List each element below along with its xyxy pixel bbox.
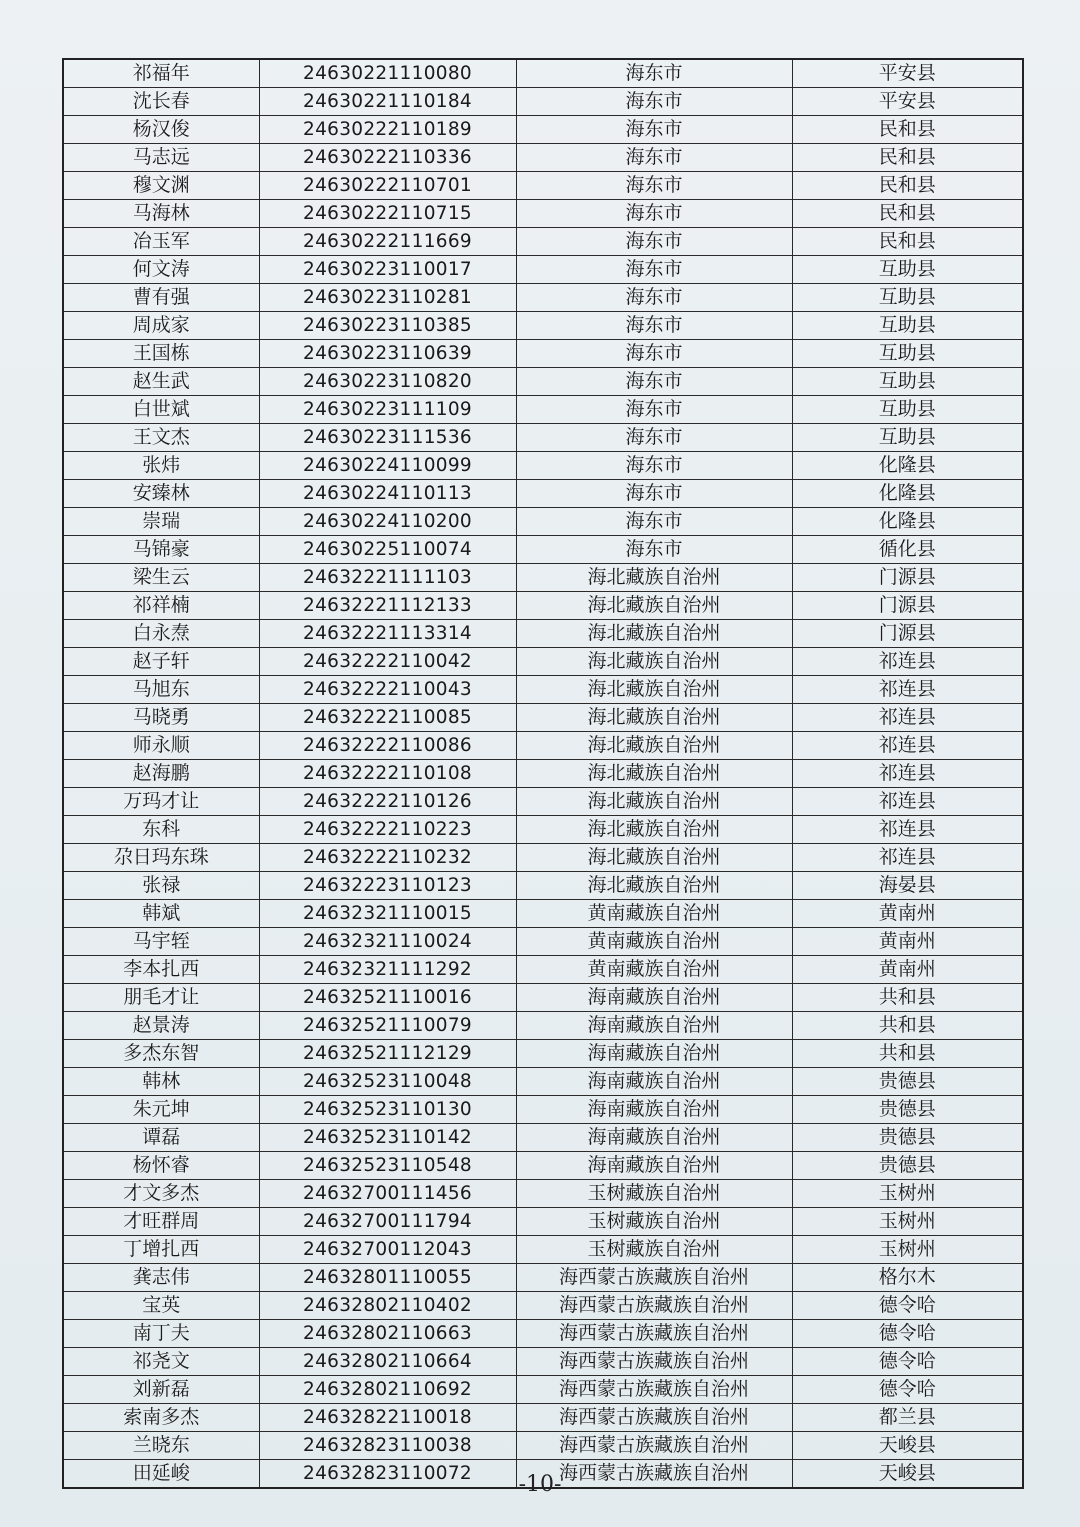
table-row (63, 396, 1023, 424)
table-row (63, 676, 1023, 704)
name-cell: 安臻林 (63, 480, 259, 508)
id-number-cell: 24630221110184 (259, 88, 516, 116)
name-cell: 曹有强 (63, 284, 259, 312)
name-cell: 穆文渊 (63, 172, 259, 200)
prefecture-cell: 海东市 (516, 368, 792, 396)
id-number-cell: 24632223110123 (259, 872, 516, 900)
county-cell: 祁连县 (792, 676, 1023, 704)
name-cell: 崇瑞 (63, 508, 259, 536)
prefecture-cell: 海西蒙古族藏族自治州 (516, 1376, 792, 1404)
id-number-cell: 24632321111292 (259, 956, 516, 984)
name-cell: 祁尧文 (63, 1348, 259, 1376)
name-cell: 索南多杰 (63, 1404, 259, 1432)
prefecture-cell: 海东市 (516, 200, 792, 228)
prefecture-cell: 海东市 (516, 312, 792, 340)
table-row (63, 424, 1023, 452)
county-cell: 互助县 (792, 256, 1023, 284)
table-row (63, 368, 1023, 396)
county-cell: 黄南州 (792, 928, 1023, 956)
name-cell: 冶玉军 (63, 228, 259, 256)
id-number-cell: 24630224110113 (259, 480, 516, 508)
table-row (63, 620, 1023, 648)
table-row (63, 1264, 1023, 1292)
table-row (63, 1152, 1023, 1180)
prefecture-cell: 海西蒙古族藏族自治州 (516, 1432, 792, 1460)
name-cell: 龚志伟 (63, 1264, 259, 1292)
county-cell: 祁连县 (792, 816, 1023, 844)
name-cell: 才旺群周 (63, 1208, 259, 1236)
name-cell: 马宇轾 (63, 928, 259, 956)
county-cell: 海晏县 (792, 872, 1023, 900)
table-row (63, 1292, 1023, 1320)
table-row (63, 816, 1023, 844)
county-cell: 化隆县 (792, 480, 1023, 508)
prefecture-cell: 海北藏族自治州 (516, 592, 792, 620)
id-number-cell: 24632700111456 (259, 1180, 516, 1208)
name-cell: 师永顺 (63, 732, 259, 760)
name-cell: 东科 (63, 816, 259, 844)
county-cell: 平安县 (792, 88, 1023, 116)
table-row (63, 536, 1023, 564)
county-cell: 玉树州 (792, 1180, 1023, 1208)
county-cell: 祁连县 (792, 788, 1023, 816)
county-cell: 互助县 (792, 424, 1023, 452)
prefecture-cell: 海北藏族自治州 (516, 564, 792, 592)
prefecture-cell: 海东市 (516, 452, 792, 480)
table-row (63, 1040, 1023, 1068)
table-row (63, 1348, 1023, 1376)
id-number-cell: 24632222110085 (259, 704, 516, 732)
name-cell: 何文涛 (63, 256, 259, 284)
county-cell: 祁连县 (792, 704, 1023, 732)
name-cell: 兰晓东 (63, 1432, 259, 1460)
id-number-cell: 24632521110016 (259, 984, 516, 1012)
county-cell: 循化县 (792, 536, 1023, 564)
county-cell: 门源县 (792, 620, 1023, 648)
prefecture-cell: 海东市 (516, 228, 792, 256)
table-row (63, 844, 1023, 872)
name-cell: 朱元坤 (63, 1096, 259, 1124)
id-number-cell: 24632221111103 (259, 564, 516, 592)
prefecture-cell: 海北藏族自治州 (516, 760, 792, 788)
table-row (63, 340, 1023, 368)
id-number-cell: 24632823110038 (259, 1432, 516, 1460)
id-number-cell: 24632222110232 (259, 844, 516, 872)
prefecture-cell: 海北藏族自治州 (516, 816, 792, 844)
name-cell: 王文杰 (63, 424, 259, 452)
name-cell: 刘新磊 (63, 1376, 259, 1404)
name-cell: 白世斌 (63, 396, 259, 424)
prefecture-cell: 海东市 (516, 256, 792, 284)
prefecture-cell: 海北藏族自治州 (516, 676, 792, 704)
id-number-cell: 24630224110099 (259, 452, 516, 480)
name-cell: 祁福年 (63, 59, 259, 88)
prefecture-cell: 海东市 (516, 536, 792, 564)
prefecture-cell: 海东市 (516, 284, 792, 312)
id-number-cell: 24632802110664 (259, 1348, 516, 1376)
id-number-cell: 24630223110281 (259, 284, 516, 312)
table-row (63, 1096, 1023, 1124)
prefecture-cell: 海东市 (516, 340, 792, 368)
name-cell: 赵海鹏 (63, 760, 259, 788)
table-row (63, 312, 1023, 340)
id-number-cell: 24632221112133 (259, 592, 516, 620)
id-number-cell: 24632802110663 (259, 1320, 516, 1348)
county-cell: 互助县 (792, 284, 1023, 312)
county-cell: 互助县 (792, 340, 1023, 368)
county-cell: 民和县 (792, 116, 1023, 144)
county-cell: 祁连县 (792, 844, 1023, 872)
table-row (63, 1404, 1023, 1432)
prefecture-cell: 玉树藏族自治州 (516, 1236, 792, 1264)
county-cell: 黄南州 (792, 956, 1023, 984)
table-row (63, 984, 1023, 1012)
name-cell: 马锦豪 (63, 536, 259, 564)
prefecture-cell: 海北藏族自治州 (516, 620, 792, 648)
id-number-cell: 24632523110048 (259, 1068, 516, 1096)
id-number-cell: 24632700112043 (259, 1236, 516, 1264)
id-number-cell: 24632222110086 (259, 732, 516, 760)
name-cell: 杨怀睿 (63, 1152, 259, 1180)
county-cell: 玉树州 (792, 1208, 1023, 1236)
county-cell: 平安县 (792, 59, 1023, 88)
table-row (63, 200, 1023, 228)
county-cell: 共和县 (792, 1040, 1023, 1068)
table-row (63, 648, 1023, 676)
id-number-cell: 24632222110043 (259, 676, 516, 704)
county-cell: 民和县 (792, 228, 1023, 256)
name-cell: 尕日玛东珠 (63, 844, 259, 872)
table-row (63, 116, 1023, 144)
table-row (63, 1068, 1023, 1096)
prefecture-cell: 海南藏族自治州 (516, 1124, 792, 1152)
prefecture-cell: 海东市 (516, 144, 792, 172)
prefecture-cell: 海北藏族自治州 (516, 844, 792, 872)
table-row (63, 592, 1023, 620)
id-number-cell: 24630225110074 (259, 536, 516, 564)
name-cell: 宝英 (63, 1292, 259, 1320)
id-number-cell: 24630223111109 (259, 396, 516, 424)
prefecture-cell: 海南藏族自治州 (516, 984, 792, 1012)
roster-table (62, 58, 1024, 1489)
county-cell: 玉树州 (792, 1236, 1023, 1264)
prefecture-cell: 海东市 (516, 508, 792, 536)
id-number-cell: 24632523110548 (259, 1152, 516, 1180)
prefecture-cell: 海北藏族自治州 (516, 648, 792, 676)
table-row (63, 928, 1023, 956)
prefecture-cell: 海西蒙古族藏族自治州 (516, 1460, 792, 1489)
id-number-cell: 24632222110126 (259, 788, 516, 816)
county-cell: 祁连县 (792, 732, 1023, 760)
county-cell: 化隆县 (792, 508, 1023, 536)
county-cell: 德令哈 (792, 1320, 1023, 1348)
county-cell: 贵德县 (792, 1096, 1023, 1124)
name-cell: 万玛才让 (63, 788, 259, 816)
prefecture-cell: 海南藏族自治州 (516, 1040, 792, 1068)
table-row (63, 564, 1023, 592)
county-cell: 祁连县 (792, 648, 1023, 676)
prefecture-cell: 海西蒙古族藏族自治州 (516, 1320, 792, 1348)
name-cell: 马晓勇 (63, 704, 259, 732)
name-cell: 才文多杰 (63, 1180, 259, 1208)
table-row (63, 59, 1023, 88)
id-number-cell: 24630222110189 (259, 116, 516, 144)
county-cell: 祁连县 (792, 760, 1023, 788)
id-number-cell: 24630223110017 (259, 256, 516, 284)
prefecture-cell: 玉树藏族自治州 (516, 1180, 792, 1208)
county-cell: 德令哈 (792, 1292, 1023, 1320)
prefecture-cell: 海东市 (516, 88, 792, 116)
id-number-cell: 24632222110223 (259, 816, 516, 844)
id-number-cell: 24630222111669 (259, 228, 516, 256)
id-number-cell: 24630223111536 (259, 424, 516, 452)
prefecture-cell: 海南藏族自治州 (516, 1096, 792, 1124)
id-number-cell: 24632222110108 (259, 760, 516, 788)
id-number-cell: 24632802110402 (259, 1292, 516, 1320)
county-cell: 互助县 (792, 312, 1023, 340)
name-cell: 谭磊 (63, 1124, 259, 1152)
prefecture-cell: 海东市 (516, 424, 792, 452)
name-cell: 赵景涛 (63, 1012, 259, 1040)
name-cell: 韩斌 (63, 900, 259, 928)
name-cell: 丁增扎西 (63, 1236, 259, 1264)
id-number-cell: 24630222110701 (259, 172, 516, 200)
name-cell: 赵子轩 (63, 648, 259, 676)
prefecture-cell: 黄南藏族自治州 (516, 900, 792, 928)
id-number-cell: 24632521110079 (259, 1012, 516, 1040)
county-cell: 化隆县 (792, 452, 1023, 480)
table-row (63, 256, 1023, 284)
id-number-cell: 24632700111794 (259, 1208, 516, 1236)
name-cell: 白永焘 (63, 620, 259, 648)
table-row (63, 172, 1023, 200)
table-row (63, 1124, 1023, 1152)
table-row (63, 872, 1023, 900)
county-cell: 德令哈 (792, 1348, 1023, 1376)
name-cell: 周成家 (63, 312, 259, 340)
name-cell: 马志远 (63, 144, 259, 172)
id-number-cell: 24632321110024 (259, 928, 516, 956)
name-cell: 张禄 (63, 872, 259, 900)
id-number-cell: 24630222110336 (259, 144, 516, 172)
table-row (63, 760, 1023, 788)
county-cell: 贵德县 (792, 1124, 1023, 1152)
table-row (63, 228, 1023, 256)
id-number-cell: 24632801110055 (259, 1264, 516, 1292)
prefecture-cell: 海东市 (516, 116, 792, 144)
table-row (63, 1432, 1023, 1460)
id-number-cell: 24630223110820 (259, 368, 516, 396)
prefecture-cell: 海南藏族自治州 (516, 1152, 792, 1180)
name-cell: 杨汉俊 (63, 116, 259, 144)
county-cell: 德令哈 (792, 1376, 1023, 1404)
table-row (63, 732, 1023, 760)
county-cell: 共和县 (792, 1012, 1023, 1040)
county-cell: 贵德县 (792, 1152, 1023, 1180)
id-number-cell: 24632321110015 (259, 900, 516, 928)
table-row (63, 1376, 1023, 1404)
prefecture-cell: 海北藏族自治州 (516, 704, 792, 732)
table-row (63, 88, 1023, 116)
county-cell: 天峻县 (792, 1432, 1023, 1460)
table-row (63, 508, 1023, 536)
prefecture-cell: 海东市 (516, 59, 792, 88)
prefecture-cell: 海西蒙古族藏族自治州 (516, 1404, 792, 1432)
prefecture-cell: 海东市 (516, 396, 792, 424)
prefecture-cell: 海南藏族自治州 (516, 1068, 792, 1096)
name-cell: 祁祥楠 (63, 592, 259, 620)
id-number-cell: 24630222110715 (259, 200, 516, 228)
id-number-cell: 24632823110072 (259, 1460, 516, 1489)
county-cell: 天峻县 (792, 1460, 1023, 1489)
name-cell: 田延峻 (63, 1460, 259, 1489)
name-cell: 多杰东智 (63, 1040, 259, 1068)
prefecture-cell: 海东市 (516, 172, 792, 200)
name-cell: 马海林 (63, 200, 259, 228)
table-row (63, 1208, 1023, 1236)
name-cell: 朋毛才让 (63, 984, 259, 1012)
name-cell: 王国栋 (63, 340, 259, 368)
prefecture-cell: 海西蒙古族藏族自治州 (516, 1348, 792, 1376)
table-row (63, 1012, 1023, 1040)
id-number-cell: 24630223110639 (259, 340, 516, 368)
county-cell: 民和县 (792, 200, 1023, 228)
id-number-cell: 24632221113314 (259, 620, 516, 648)
county-cell: 门源县 (792, 592, 1023, 620)
id-number-cell: 24632523110142 (259, 1124, 516, 1152)
name-cell: 李本扎西 (63, 956, 259, 984)
table-row (63, 1236, 1023, 1264)
name-cell: 梁生云 (63, 564, 259, 592)
prefecture-cell: 黄南藏族自治州 (516, 928, 792, 956)
table-row (63, 704, 1023, 732)
prefecture-cell: 海西蒙古族藏族自治州 (516, 1264, 792, 1292)
county-cell: 格尔木 (792, 1264, 1023, 1292)
name-cell: 韩林 (63, 1068, 259, 1096)
table-row (63, 1320, 1023, 1348)
roster-table-body (63, 59, 1023, 1488)
county-cell: 贵德县 (792, 1068, 1023, 1096)
table-row (63, 480, 1023, 508)
county-cell: 共和县 (792, 984, 1023, 1012)
name-cell: 沈长春 (63, 88, 259, 116)
prefecture-cell: 海南藏族自治州 (516, 1012, 792, 1040)
table-row (63, 144, 1023, 172)
id-number-cell: 24632802110692 (259, 1376, 516, 1404)
table-row (63, 788, 1023, 816)
county-cell: 互助县 (792, 396, 1023, 424)
page-number: -10- (518, 1472, 562, 1497)
prefecture-cell: 海东市 (516, 480, 792, 508)
county-cell: 门源县 (792, 564, 1023, 592)
table-row (63, 1180, 1023, 1208)
id-number-cell: 24632222110042 (259, 648, 516, 676)
prefecture-cell: 海北藏族自治州 (516, 788, 792, 816)
id-number-cell: 24632521112129 (259, 1040, 516, 1068)
name-cell: 南丁夫 (63, 1320, 259, 1348)
county-cell: 都兰县 (792, 1404, 1023, 1432)
name-cell: 张炜 (63, 452, 259, 480)
id-number-cell: 24632523110130 (259, 1096, 516, 1124)
prefecture-cell: 海北藏族自治州 (516, 732, 792, 760)
name-cell: 马旭东 (63, 676, 259, 704)
table-row (63, 452, 1023, 480)
county-cell: 民和县 (792, 144, 1023, 172)
prefecture-cell: 海北藏族自治州 (516, 872, 792, 900)
id-number-cell: 24632822110018 (259, 1404, 516, 1432)
id-number-cell: 24630221110080 (259, 59, 516, 88)
table-row (63, 900, 1023, 928)
id-number-cell: 24630223110385 (259, 312, 516, 340)
id-number-cell: 24630224110200 (259, 508, 516, 536)
table-row (63, 956, 1023, 984)
county-cell: 黄南州 (792, 900, 1023, 928)
name-cell: 赵生武 (63, 368, 259, 396)
prefecture-cell: 海西蒙古族藏族自治州 (516, 1292, 792, 1320)
county-cell: 互助县 (792, 368, 1023, 396)
table-row (63, 284, 1023, 312)
prefecture-cell: 黄南藏族自治州 (516, 956, 792, 984)
county-cell: 民和县 (792, 172, 1023, 200)
prefecture-cell: 玉树藏族自治州 (516, 1208, 792, 1236)
